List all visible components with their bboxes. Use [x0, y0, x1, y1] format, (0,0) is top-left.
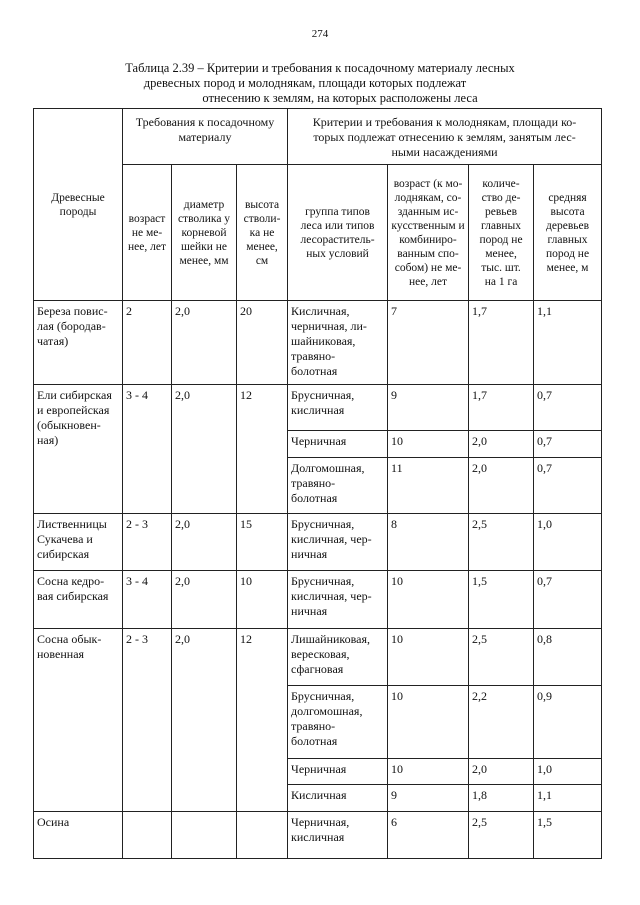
header-average-height: средняя высота деревьев главных пород не менее, м — [534, 165, 602, 301]
tree-count-cell: 2,5 — [469, 514, 534, 571]
forest-type-cell: Брусничная, кисличная — [288, 385, 388, 431]
forest-type-cell: Черничная — [288, 431, 388, 458]
tree-count-cell: 2,0 — [469, 457, 534, 513]
table-row — [34, 811, 602, 858]
table-row — [34, 628, 602, 685]
average-height-cell: 0,7 — [534, 571, 602, 628]
caption-line-2: древесных пород и молоднякам, площади которых подлежат — [143, 76, 467, 90]
average-height-cell: 0,7 — [534, 385, 602, 431]
planting-age-cell: 3 - 4 — [123, 385, 172, 514]
average-height-cell: 0,7 — [534, 431, 602, 458]
tree-count-cell: 2,2 — [469, 686, 534, 759]
height-cell: 12 — [237, 628, 288, 811]
header-age: возраст не ме- нее, лет — [123, 165, 172, 301]
tree-count-cell: 1,5 — [469, 571, 534, 628]
requirements-table — [33, 108, 602, 859]
table-row — [34, 301, 602, 385]
average-height-cell: 0,8 — [534, 628, 602, 685]
header-row-1 — [34, 109, 602, 165]
species-cell: Береза повис- лая (бородав- чатая) — [34, 301, 123, 385]
diameter-cell: 2,0 — [172, 628, 237, 811]
header-tree-count: количе- ство де- ревьев главных пород не менее, тыс. шт. на 1 га — [469, 165, 534, 301]
species-cell: Осина — [34, 811, 123, 858]
height-cell: 15 — [237, 514, 288, 571]
tree-count-cell: 2,0 — [469, 431, 534, 458]
young-age-cell: 11 — [388, 457, 469, 513]
height-cell: 12 — [237, 385, 288, 514]
tree-count-cell: 1,7 — [469, 385, 534, 431]
header-species: Древесные породы — [34, 109, 123, 301]
species-cell: Сосна обык- новенная — [34, 628, 123, 811]
average-height-cell: 1,0 — [534, 514, 602, 571]
young-age-cell: 9 — [388, 785, 469, 812]
forest-type-cell: Лишайниковая, вересковая, сфагновая — [288, 628, 388, 685]
young-age-cell: 10 — [388, 431, 469, 458]
tree-count-cell: 2,0 — [469, 758, 534, 785]
forest-type-cell: Черничная — [288, 758, 388, 785]
average-height-cell: 1,0 — [534, 758, 602, 785]
planting-age-cell: 3 - 4 — [123, 571, 172, 628]
species-cell: Лиственницы Сукачева и сибирская — [34, 514, 123, 571]
tree-count-cell: 1,8 — [469, 785, 534, 812]
young-age-cell: 9 — [388, 385, 469, 431]
tree-count-cell: 2,5 — [469, 628, 534, 685]
tree-count-cell: 2,5 — [469, 811, 534, 858]
young-age-cell: 8 — [388, 514, 469, 571]
diameter-cell: 2,0 — [172, 514, 237, 571]
page-number: 274 — [311, 28, 329, 40]
average-height-cell: 0,7 — [534, 457, 602, 513]
planting-age-cell: 2 — [123, 301, 172, 385]
young-age-cell: 10 — [388, 628, 469, 685]
young-age-cell: 10 — [388, 686, 469, 759]
table-row — [34, 571, 602, 628]
planting-age-cell: 2 - 3 — [123, 628, 172, 811]
young-age-cell: 10 — [388, 758, 469, 785]
height-cell: 20 — [237, 301, 288, 385]
table-row — [34, 514, 602, 571]
diameter-cell: 2,0 — [172, 301, 237, 385]
caption-line-1: Таблица 2.39 – Критерии и требования к посадочному материалу лесных — [125, 61, 515, 75]
forest-type-cell: Долгомошная, травяно- болотная — [288, 457, 388, 513]
diameter-cell: 2,0 — [172, 571, 237, 628]
header-forest-type: группа типов леса или типов лесораститель- ных условий — [288, 165, 388, 301]
forest-type-cell: Кисличная — [288, 785, 388, 812]
table-row — [34, 385, 602, 431]
young-age-cell: 6 — [388, 811, 469, 858]
average-height-cell: 1,1 — [534, 785, 602, 812]
average-height-cell: 1,5 — [534, 811, 602, 858]
species-cell: Ели сибирская и европейская (обыкновен- ная) — [34, 385, 123, 514]
header-height: высота стволи- ка не менее, см — [237, 165, 288, 301]
height-cell: 10 — [237, 571, 288, 628]
diameter-cell: 2,0 — [172, 385, 237, 514]
average-height-cell: 0,9 — [534, 686, 602, 759]
average-height-cell: 1,1 — [534, 301, 602, 385]
planting-age-cell — [123, 811, 172, 858]
species-cell: Сосна кедро- вая сибирская — [34, 571, 123, 628]
forest-type-cell: Черничная, кисличная — [288, 811, 388, 858]
forest-type-cell: Брусничная, долгомошная, травяно- болотная — [288, 686, 388, 759]
planting-age-cell: 2 - 3 — [123, 514, 172, 571]
young-age-cell: 10 — [388, 571, 469, 628]
header-young-stands: Критерии и требования к молоднякам, площади ко- торых подлежат отнесению к землям, занятым лес- ными насаждениями — [288, 109, 602, 165]
header-diameter: диаметр стволика у корневой шейки не менее, мм — [172, 165, 237, 301]
forest-type-cell: Брусничная, кисличная, чер- ничная — [288, 571, 388, 628]
young-age-cell: 7 — [388, 301, 469, 385]
header-planting-material: Требования к посадочному материалу — [123, 109, 288, 165]
forest-type-cell: Кисличная, черничная, ли- шайниковая, травяно- болотная — [288, 301, 388, 385]
forest-type-cell: Брусничная, кисличная, чер- ничная — [288, 514, 388, 571]
header-young-age: возраст (к мо- лоднякам, со- зданным ис- кусственным и комбиниро- ванным спо- собом) не ме- нее, лет — [388, 165, 469, 301]
height-cell — [237, 811, 288, 858]
diameter-cell — [172, 811, 237, 858]
table-caption — [60, 61, 580, 106]
caption-line-3: отнесению к землям, на которых расположены леса — [202, 91, 478, 105]
tree-count-cell: 1,7 — [469, 301, 534, 385]
